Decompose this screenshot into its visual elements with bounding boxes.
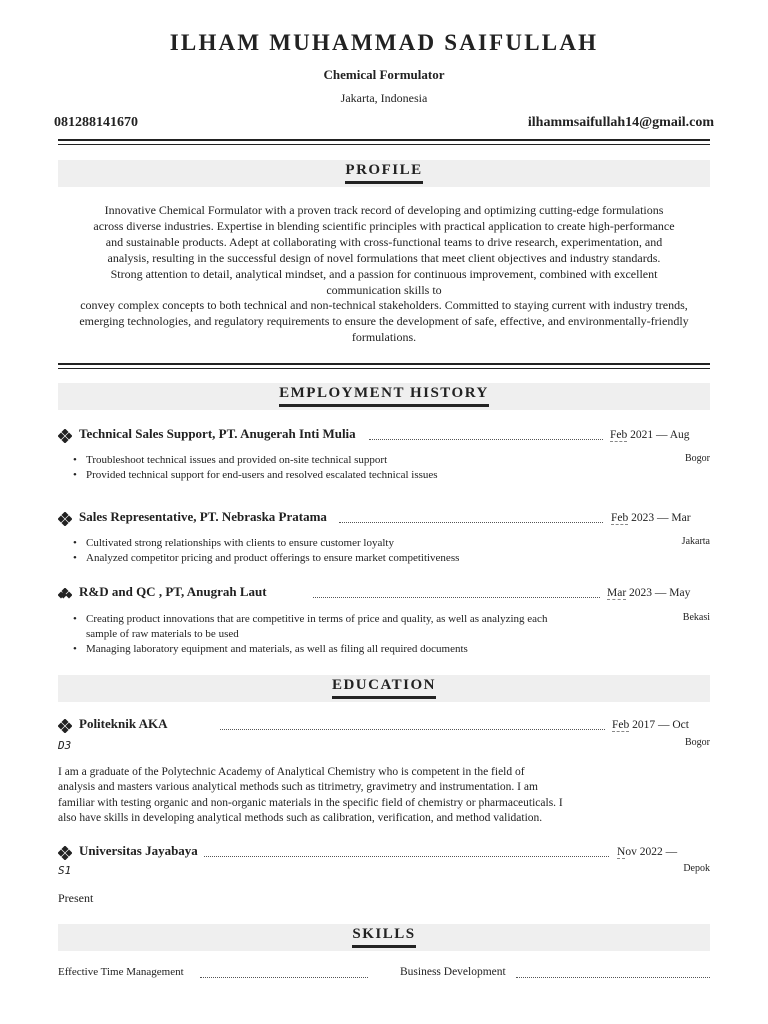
profile-summary <box>66 203 702 346</box>
diamond-bullet-icon <box>58 512 72 526</box>
list-item: • Managing laboratory equipment and materials, as well as filing all required documents <box>72 642 572 657</box>
location: Jakarta, Indonesia <box>340 91 428 105</box>
list-item: • Provided technical support for end-users and resolved escalated technical issues <box>72 468 572 483</box>
skill-name: Business Development <box>400 966 506 978</box>
job-city: Bekasi <box>682 612 710 623</box>
resume-name: ILHAM MUHAMMAD SAIFULLAH <box>169 30 599 55</box>
job-bullets <box>72 536 572 566</box>
job-city: Bogor <box>685 453 710 464</box>
employment-heading: EMPLOYMENT HISTORY <box>279 385 489 407</box>
job-date: Mar 2023 — May <box>607 587 691 599</box>
education-date: Nov 2022 — <box>617 846 678 858</box>
education-date: Feb 2017 — Oct <box>612 719 689 731</box>
email-address[interactable]: ilhammsaifullah14@gmail.com <box>527 115 714 130</box>
school-name: Politeknik AKA <box>79 716 168 731</box>
job-date: Feb 2023 — Mar <box>611 512 691 524</box>
job-title: Chemical Formulator <box>323 67 445 82</box>
profile-line: emerging technologies, and regulatory requirements to ensure the development of safe, effective, and environmentally-friendly <box>79 314 689 329</box>
job-title-entry: R&D and QC , PT, Anugrah Laut <box>79 584 267 599</box>
list-item: • Analyzed competitor pricing and product offerings to ensure market competitiveness <box>72 551 572 566</box>
list-item: • Creating product innovations that are competitive in terms of price and quality, as well as analyzing each sample of raw materials to be used <box>72 612 572 642</box>
profile-section-header <box>58 160 710 187</box>
list-item: • Cultivated strong relationships with clients to ensure customer loyalty <box>72 536 572 551</box>
leader-dots <box>220 729 605 730</box>
leader-dots <box>204 856 609 857</box>
skills-section-header <box>58 924 710 951</box>
job-title-entry: Sales Representative, PT. Nebraska Pratama <box>79 509 327 524</box>
job-title-entry: Technical Sales Support, PT. Anugerah Inti Mulia <box>79 426 356 441</box>
profile-line: and sustainable products. Adept at collaborating with cross-functional teams to drive research, experimentation, and <box>105 234 663 249</box>
profile-line: convey complex concepts to both technical and non-technical stakeholders. Committed to staying current with industry trends, <box>80 298 688 313</box>
job-bullets <box>72 612 572 657</box>
description-line: also have skills in developing analytical methods such as calibration, verification, and method validation. <box>58 811 543 824</box>
education-city: Depok <box>683 863 710 874</box>
profile-line: analysis, resulting in the successful design of novel formulations that meet client objectives and industry standards. <box>107 250 661 265</box>
header-divider <box>58 139 710 145</box>
leader-dots <box>200 977 368 978</box>
job-date: Feb 2021 — Aug <box>610 429 690 441</box>
profile-line: communication skills to <box>326 282 442 297</box>
employment-section-header <box>58 383 710 410</box>
description-line: I am a graduate of the Polytechnic Academy of Analytical Chemistry who is competent in the field of <box>58 766 525 778</box>
leader-dots <box>313 597 600 598</box>
education-end-date: Present <box>58 891 94 905</box>
diamond-bullet-icon <box>58 429 72 443</box>
leader-dots <box>516 977 710 978</box>
diamond-bullet-icon <box>58 588 72 602</box>
diamond-bullet-icon <box>58 846 72 860</box>
profile-line: Innovative Chemical Formulator with a proven track record of developing and optimizing cutting-edge formulations <box>104 203 664 217</box>
leader-dots <box>369 439 603 440</box>
degree-label: S1 <box>58 864 72 877</box>
education-section-header <box>58 675 710 702</box>
education-description <box>58 765 578 826</box>
profile-line: Strong attention to detail, analytical mindset, and a passion for continuous improvement, combined with excellent <box>110 266 658 281</box>
profile-line: formulations. <box>351 330 417 345</box>
description-line: analysis and masters various analytical methods such as titrimetry, gravimetry and instrumentation. I am <box>58 781 538 794</box>
leader-dots <box>339 522 603 523</box>
skill-name: Effective Time Management <box>58 966 184 978</box>
profile-divider <box>58 363 710 369</box>
job-bullets <box>72 453 572 483</box>
profile-line: across diverse industries. Expertise in blending scientific principles with practical application to create high-performance <box>93 218 675 233</box>
job-city: Jakarta <box>681 536 710 547</box>
education-heading: EDUCATION <box>332 677 436 699</box>
degree-label: D3 <box>58 739 72 752</box>
list-item: • Troubleshoot technical issues and provided on-site technical support <box>72 453 572 468</box>
profile-heading: PROFILE <box>345 162 422 184</box>
phone-number: 081288141670 <box>54 115 138 130</box>
skills-heading: SKILLS <box>352 926 415 948</box>
diamond-bullet-icon <box>58 719 72 733</box>
school-name: Universitas Jayabaya <box>79 843 198 858</box>
description-line: familiar with testing organic and non-organic materials in the specific field of chemistry or pharmaceuticals. I <box>58 796 563 809</box>
education-city: Bogor <box>685 737 710 748</box>
